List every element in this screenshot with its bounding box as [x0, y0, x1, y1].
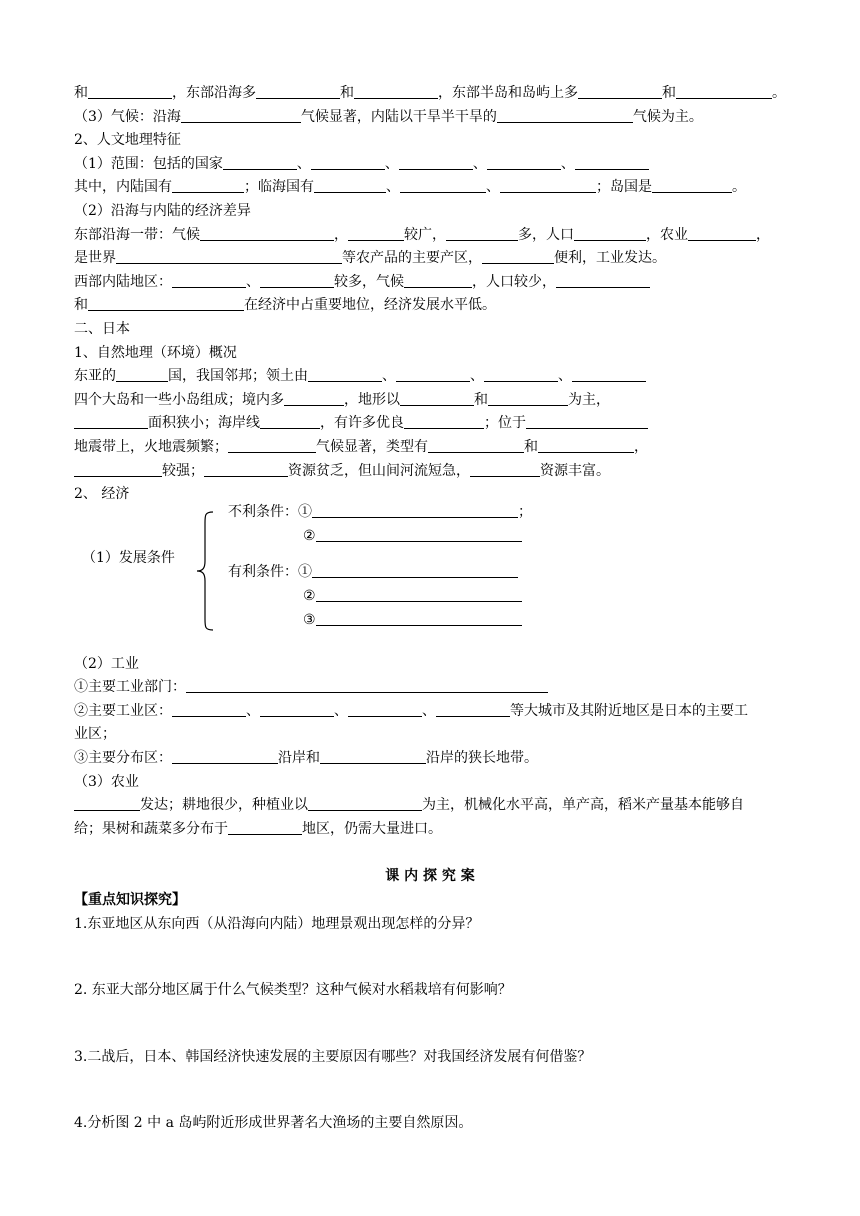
text: ，东部半岛和岛屿上多	[438, 85, 578, 101]
answer-blank[interactable]	[308, 795, 422, 811]
answer-blank[interactable]	[88, 295, 244, 311]
text: 、	[422, 702, 436, 719]
answer-blank[interactable]	[260, 701, 334, 717]
text: ，	[634, 438, 648, 455]
east-coast-line-2	[74, 247, 786, 271]
industry-regions-line-2: 业区；	[74, 726, 116, 743]
text: 沿岸和	[278, 750, 320, 767]
question-1: 1.东亚地区从东向西（从沿海向内陆）地理景观出现怎样的分异？	[74, 915, 480, 932]
answer-blank[interactable]	[572, 366, 646, 382]
industry-distribution-line	[74, 747, 786, 771]
text: 、	[486, 179, 500, 196]
industry-sectors-line	[74, 676, 786, 700]
answer-blank[interactable]	[312, 502, 518, 518]
answer-blank[interactable]	[348, 701, 422, 717]
text: ，地形以	[344, 391, 400, 408]
answer-blank[interactable]	[186, 677, 548, 693]
text: 便利，工业发达。	[554, 250, 666, 267]
answer-blank[interactable]	[400, 177, 486, 193]
text: 在经济中占重要地位，经济发展水平低。	[244, 297, 496, 314]
answer-blank[interactable]	[652, 177, 732, 193]
question-3: 3.二战后，日本、韩国经济快速发展的主要原因有哪些？对我国经济发展有何借鉴？	[74, 1048, 592, 1065]
agriculture-line-2	[74, 818, 786, 842]
climate-line	[74, 106, 786, 130]
heading-economy: 2、 经济	[74, 486, 130, 503]
text: ，人口较少，	[472, 273, 556, 290]
question-4: 4.分析图 2 中 a 岛屿附近形成世界著名大渔场的主要自然原因。	[74, 1115, 473, 1132]
text: 给；果树和蔬菜多分布于	[74, 820, 228, 837]
answer-blank[interactable]	[404, 272, 472, 288]
answer-blank[interactable]	[487, 154, 561, 170]
development-label: （1）发展条件	[82, 549, 175, 566]
answer-blank[interactable]	[400, 390, 474, 406]
text: 、	[472, 155, 487, 172]
answer-blank[interactable]	[74, 461, 162, 477]
text: 东部沿海一带：气候	[74, 226, 200, 243]
answer-blank[interactable]	[316, 586, 522, 602]
text: 、	[246, 273, 260, 290]
unfavorable-row-2	[303, 525, 522, 547]
text: 有利条件：	[228, 563, 298, 580]
heading-human-geography: 2、人文地理特征	[74, 132, 181, 149]
japan-resources-line	[74, 460, 786, 484]
answer-blank[interactable]	[575, 154, 649, 170]
text: 和	[74, 297, 88, 314]
answer-blank[interactable]	[396, 366, 470, 382]
answer-blank[interactable]	[88, 83, 172, 99]
text: ②主要工业区：	[74, 702, 172, 719]
japan-coast-line	[74, 412, 786, 436]
answer-blank[interactable]	[428, 437, 524, 453]
text: 较多，气候	[334, 273, 404, 290]
agriculture-line-1	[74, 794, 786, 818]
text: ；临海国有	[244, 179, 314, 196]
text: 、	[382, 368, 396, 385]
answer-blank[interactable]	[74, 795, 140, 811]
text: ；	[518, 503, 532, 520]
text: 资源丰富。	[540, 462, 610, 479]
answer-blank[interactable]	[578, 83, 662, 99]
answer-blank[interactable]	[488, 390, 568, 406]
answer-blank[interactable]	[116, 366, 168, 382]
text: 不利条件：	[228, 503, 298, 520]
text: 东亚的	[74, 368, 116, 385]
explore-title: 课 内 探 究 案	[385, 868, 475, 885]
relief-line	[74, 82, 786, 106]
country-types-line	[74, 176, 786, 200]
answer-blank[interactable]	[204, 461, 288, 477]
worksheet-page	[74, 82, 786, 1136]
answer-blank[interactable]	[228, 819, 302, 835]
text: ②	[303, 527, 316, 544]
answer-blank[interactable]	[436, 701, 510, 717]
text: 、	[296, 155, 311, 172]
text: ，有许多优良	[320, 415, 404, 432]
text: ；岛国是	[596, 179, 652, 196]
answer-blank[interactable]	[228, 437, 316, 453]
answer-blank[interactable]	[354, 83, 438, 99]
text: 为主，	[568, 391, 610, 408]
answer-blank[interactable]	[314, 177, 386, 193]
text: 发达；耕地很少，种植业以	[140, 797, 308, 814]
japan-terrain-line	[74, 389, 786, 413]
text: 和	[662, 85, 676, 101]
text: ，农业	[646, 226, 688, 243]
text: 多，人口	[518, 226, 574, 243]
answer-blank[interactable]	[556, 272, 650, 288]
answer-blank[interactable]	[482, 248, 554, 264]
text: 四个大岛和一些小岛组成；境内多	[74, 391, 284, 408]
development-conditions	[74, 503, 786, 653]
answer-blank[interactable]	[446, 225, 518, 241]
text: 、	[246, 702, 260, 719]
text: 等大城市及其附近地区是日本的主要工	[510, 702, 748, 719]
text: （1）范围：包括的国家	[74, 155, 223, 172]
text: 等农产品的主要产区，	[342, 250, 482, 267]
text: 是世界	[74, 250, 116, 267]
text: 为主，机械化水平高，单产高，稻米产量基本能够自	[422, 797, 744, 814]
text: 和	[74, 85, 88, 101]
answer-blank[interactable]	[181, 107, 301, 123]
text: 较强；	[162, 462, 204, 479]
text: 气候为主。	[632, 108, 703, 125]
answer-blank[interactable]	[260, 272, 334, 288]
answer-blank[interactable]	[308, 366, 382, 382]
brace-icon	[196, 511, 214, 631]
question-2: 2. 东亚大部分地区属于什么气候类型？这种气候对水稻栽培有何影响？	[74, 982, 512, 999]
industry-regions-line	[74, 700, 786, 724]
text: 。	[732, 179, 746, 196]
text: 和	[340, 85, 354, 101]
text: ③主要分布区：	[74, 750, 172, 767]
text: 沿岸的狭长地带。	[426, 750, 538, 767]
answer-blank[interactable]	[260, 413, 320, 429]
text: ①主要工业部门：	[74, 679, 186, 696]
text: ②	[303, 587, 316, 604]
text: 资源贫乏，但山间河流短急，	[288, 462, 470, 479]
west-inland-line	[74, 271, 786, 295]
unfavorable-row-1	[228, 501, 532, 523]
answer-blank[interactable]	[172, 177, 244, 193]
answer-blank[interactable]	[74, 413, 148, 429]
text: 、	[470, 368, 484, 385]
answer-blank[interactable]	[172, 272, 246, 288]
west-inland-line-2	[74, 294, 786, 318]
text: ①	[298, 563, 312, 580]
text: 、	[384, 155, 399, 172]
answer-blank[interactable]	[316, 526, 522, 542]
text: 、	[334, 702, 348, 719]
heading-natural-geography: 1、自然地理（环境）概况	[74, 344, 237, 361]
east-coast-line	[74, 224, 786, 248]
answer-blank[interactable]	[256, 83, 340, 99]
answer-blank[interactable]	[172, 748, 278, 764]
favorable-row-1	[228, 561, 518, 583]
answer-blank[interactable]	[538, 437, 634, 453]
text: 西部内陆地区：	[74, 273, 172, 290]
text: 、	[560, 155, 575, 172]
answer-blank[interactable]	[470, 461, 540, 477]
section-title-japan: 二、日本	[74, 320, 130, 337]
japan-climate-line	[74, 436, 786, 460]
answer-blank[interactable]	[312, 562, 518, 578]
text: ；位于	[484, 415, 526, 432]
answer-blank[interactable]	[200, 225, 334, 241]
text: 较广，	[404, 226, 446, 243]
text: ，	[756, 226, 770, 243]
answer-blank[interactable]	[316, 610, 522, 626]
favorable-row-2	[303, 585, 522, 607]
answer-blank[interactable]	[500, 177, 596, 193]
text: 和	[524, 438, 538, 455]
answer-blank[interactable]	[172, 701, 246, 717]
favorable-row-3	[303, 609, 522, 631]
answer-blank[interactable]	[676, 83, 772, 99]
text: 地震带上，火地震频繁；	[74, 438, 228, 455]
text: 、	[558, 368, 572, 385]
answer-blank[interactable]	[484, 366, 558, 382]
subheading-industry: （2）工业	[74, 655, 139, 672]
text: 地区，仍需大量进口。	[302, 820, 442, 837]
scope-line	[74, 153, 786, 177]
text: 。	[772, 85, 786, 101]
text: ③	[303, 611, 316, 628]
text: 其中，内陆国有	[74, 179, 172, 196]
subheading-agriculture: （3）农业	[74, 773, 139, 790]
answer-blank[interactable]	[223, 154, 297, 170]
text: ，	[334, 226, 348, 243]
answer-blank[interactable]	[399, 154, 473, 170]
answer-blank[interactable]	[526, 413, 648, 429]
text: ，东部沿海多	[172, 85, 256, 101]
answer-blank[interactable]	[311, 154, 385, 170]
text: 和	[474, 391, 488, 408]
text: 、	[386, 179, 400, 196]
text: ①	[298, 503, 312, 520]
key-knowledge-heading: 【重点知识探究】	[74, 892, 186, 909]
text: （3）气候：沿海	[74, 108, 181, 125]
answer-blank[interactable]	[497, 107, 633, 123]
answer-blank[interactable]	[284, 390, 344, 406]
answer-blank[interactable]	[688, 225, 756, 241]
japan-territory-line	[74, 365, 786, 389]
subheading-economic-difference: （2）沿海与内陆的经济差异	[74, 202, 251, 219]
answer-blank[interactable]	[404, 413, 484, 429]
answer-blank[interactable]	[348, 225, 404, 241]
text: 面积狭小；海岸线	[148, 415, 260, 432]
answer-blank[interactable]	[116, 248, 342, 264]
answer-blank[interactable]	[320, 748, 426, 764]
text: 气候显著，内陆以干旱半干旱的	[300, 108, 497, 125]
text: 气候显著，类型有	[316, 438, 428, 455]
text: 国，我国邻邦；领土由	[168, 368, 308, 385]
answer-blank[interactable]	[574, 225, 646, 241]
